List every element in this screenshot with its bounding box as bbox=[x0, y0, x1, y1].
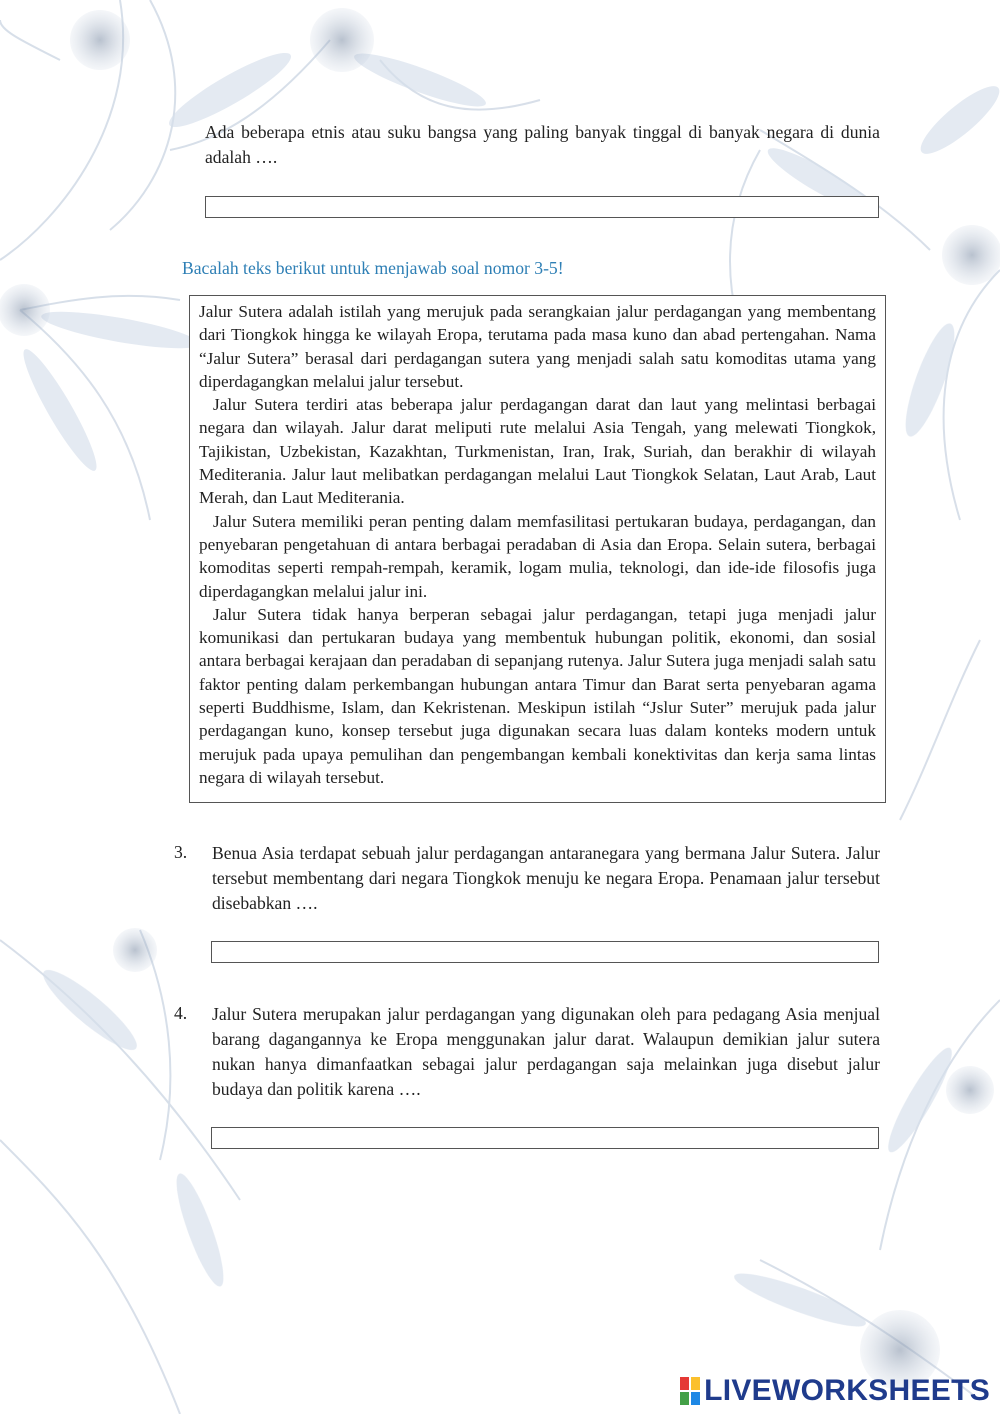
passage-instruction: Bacalah teks berikut untuk menjawab soal nomor 3-5! bbox=[182, 258, 564, 278]
question-4-text: Jalur Sutera merupakan jalur perdagangan yang digunakan oleh para pedagang Asia menjual barang dagangannya ke Eropa menggunakan jalur darat. Walaupun demikian jalur sutera nukan hanya dimanfaatkan sebagai jalur perdagangan saja melainkan juga disebut jalur budaya dan politik karena …. bbox=[212, 1004, 880, 1099]
liveworksheets-logo-text: LIVEWORKSHEETS bbox=[704, 1374, 990, 1407]
liveworksheets-logo bbox=[680, 1374, 990, 1408]
intro-answer-field[interactable] bbox=[205, 196, 879, 218]
question-4-answer-field[interactable] bbox=[211, 1127, 879, 1149]
intro-question-text: Ada beberapa etnis atau suku bangsa yang paling banyak tinggal di banyak negara di dunia adalah …. bbox=[205, 122, 880, 167]
question-3-text: Benua Asia terdapat sebuah jalur perdagangan antaranegara yang bermana Jalur Sutera. Jalur tersebut membentang dari negara Tiongkok menuju ke negara Eropa. Penamaan jalur tersebut disebabkan …. bbox=[212, 843, 880, 913]
passage-paragraph-2: Jalur Sutera terdiri atas beberapa jalur perdagangan darat dan laut yang melintasi berbagai negara dan wilayah. Jalur darat meliputi rute melalui Asia Tengah, yang melewati Tiongkok, Tajikistan, Uzbekistan, Kazakhtan, Turkmenistan, Iran, Irak, Suriah, dan berakhir di wilayah Mediterania. Jalur laut melibatkan perdagangan melalui Laut Tiongkok Selatan, Laut Arab, Laut Merah, dan Laut Mediterania. bbox=[199, 395, 876, 508]
question-3-answer-field[interactable] bbox=[211, 941, 879, 963]
passage-paragraph-3: Jalur Sutera memiliki peran penting dalam memfasilitasi pertukaran budaya, perdagangan, dan penyebaran pengetahuan di antara berbagai peradaban di Asia dan Eropa. Selain sutera, berbagai komoditas seperti rempah-rempah, keramik, logam mulia, teknologi, dan ide-ide filosofis juga diperdagangkan melalui jalur ini. bbox=[199, 511, 876, 601]
passage-paragraph-1: Jalur Sutera adalah istilah yang merujuk pada serangkaian jalur perdagangan yang membentang dari Tiongkok hingga ke wilayah Eropa, terutama pada masa kuno dan abad pertengahan. Nama “Jalur Sutera” berasal dari perdagangan sutera yang menjadi salah satu komoditas utama yang diperdagangkan melalui jalur tersebut. bbox=[199, 302, 876, 391]
reading-passage bbox=[189, 295, 886, 803]
question-4-number: 4. bbox=[174, 1003, 188, 1023]
liveworksheets-mark-icon bbox=[680, 1377, 700, 1405]
passage-paragraph-4: Jalur Sutera tidak hanya berperan sebagai jalur perdagangan, tetapi juga menjadi jalur komunikasi dan pertukaran budaya yang membentuk hubungan politik, ekonomi, dan sosial antara berbagai kerajaan dan peradaban di sepanjang rutenya. Jalur Sutera juga menjadi salah satu faktor penting dalam perkembangan hubungan antara Timur dan Barat serta penyebaran agama seperti Buddhisme, Islam, dan Kekristenan. Meskipun istilah “Jslur Suter” merujuk pada jalur perdagangan kuno, konsep tersebut juga digunakan secara luas dalam konteks modern untuk merujuk pada upaya pemulihan dan pengembangan kembali konektivitas dan kerja sama lintas negara di wilayah tersebut. bbox=[199, 604, 876, 787]
question-3-number: 3. bbox=[174, 842, 188, 862]
